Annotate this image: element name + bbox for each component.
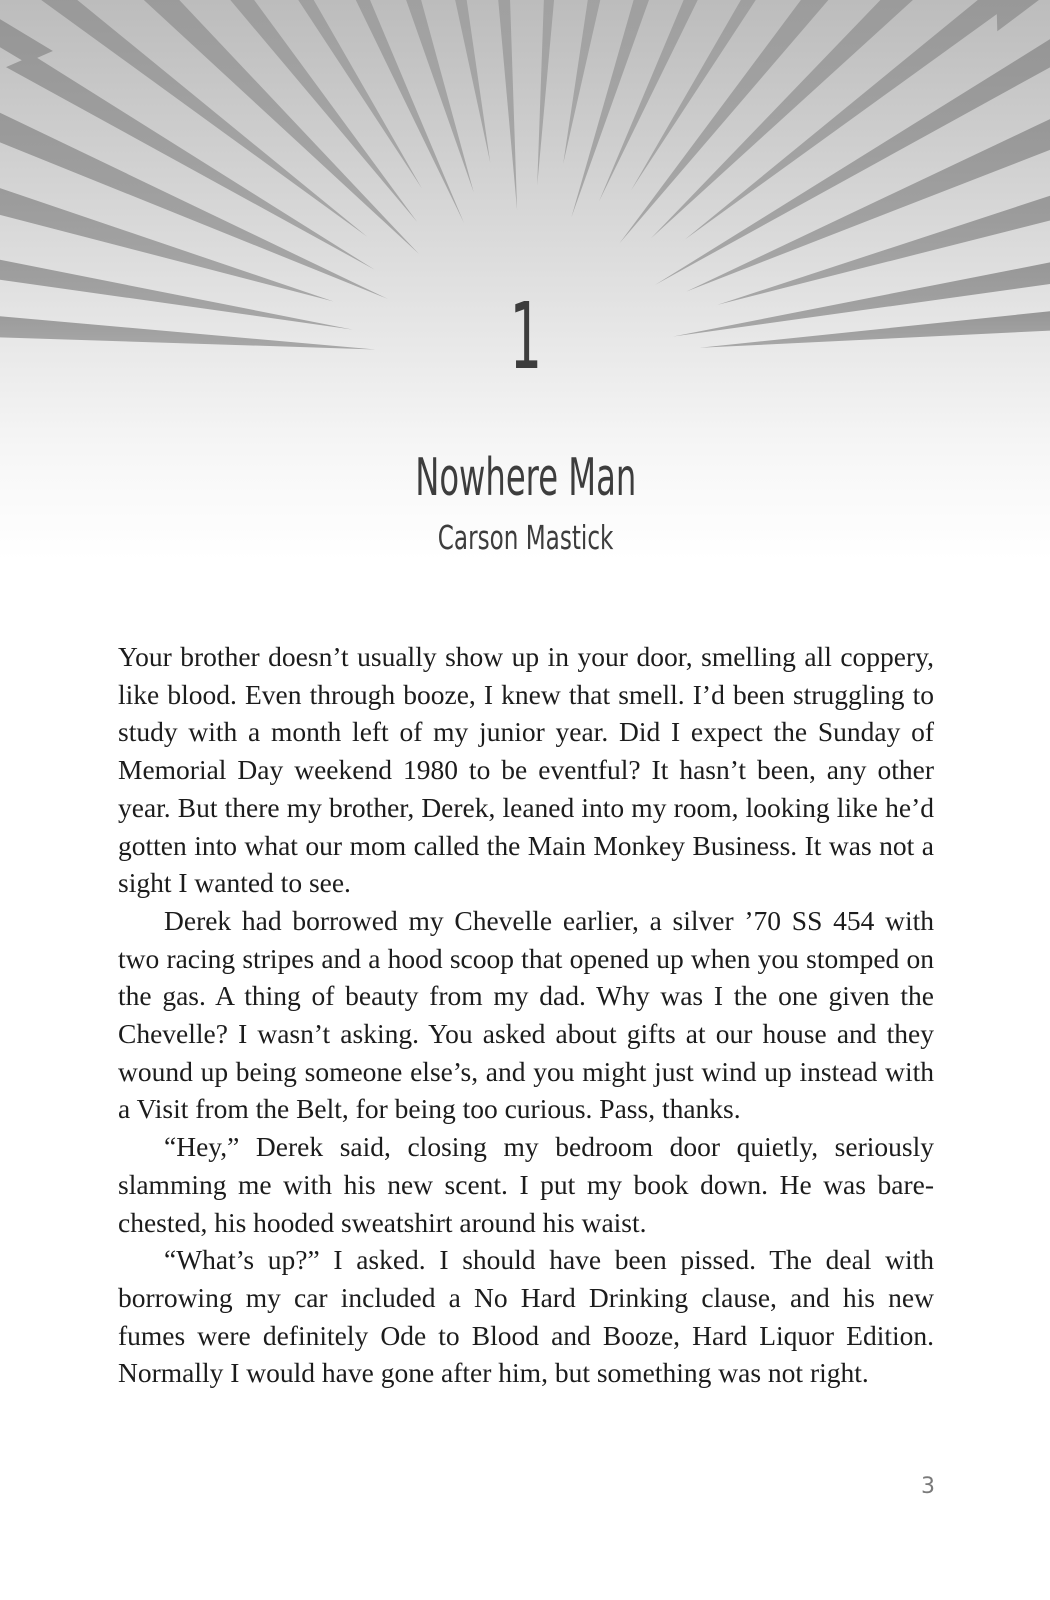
paragraph: “Hey,” Derek said, closing my bedroom door quietly, seriously slamming me with his new scent. I put my book down. He was barechested, his hooded sweatshirt around his waist.: [118, 1131, 934, 1238]
paragraph: Derek had borrowed my Chevelle earlier, a silver ’70 SS 454 with two racing stripes and a hood scoop that opened up when you stomped on the gas. A thing of beauty from my dad. Why was I the one given the Chevelle? I wasn’t asking. You asked about gifts at our house and they wound up being someone else’s, and you might just wind up instead with a Visit from the Belt, for being too curious. Pass, thanks.: [118, 904, 934, 1125]
chapter-title: Nowhere Man: [415, 448, 637, 508]
chapter-author: Carson Mastick: [437, 518, 614, 557]
paragraph: “What’s up?” I asked. I should have been pissed. The deal with borrowing my car included a No Hard Drinking clause, and his new fumes were definitely Ode to Blood and Booze, Hard Liquor Edition. Normally I would have gone after him, but something was not right.: [118, 1244, 934, 1389]
page-number: 3: [921, 1474, 935, 1499]
paragraph: Your brother doesn’t usually show up in your door, smelling all coppery, like blood. Even through booze, I knew that smell. I’d been struggling to study with a month left of my junior year. Did I expect the Sunday of Memorial Day weekend 1980 to be eventful? It hasn’t been, any other year. But there my brother, Derek, leaned into my room, looking like he’d gotten into what our mom called the Main Monkey Business. It was not a sight I wanted to see.: [118, 641, 934, 899]
chapter-number: 1: [509, 283, 542, 390]
chapter-body: [118, 638, 934, 1392]
